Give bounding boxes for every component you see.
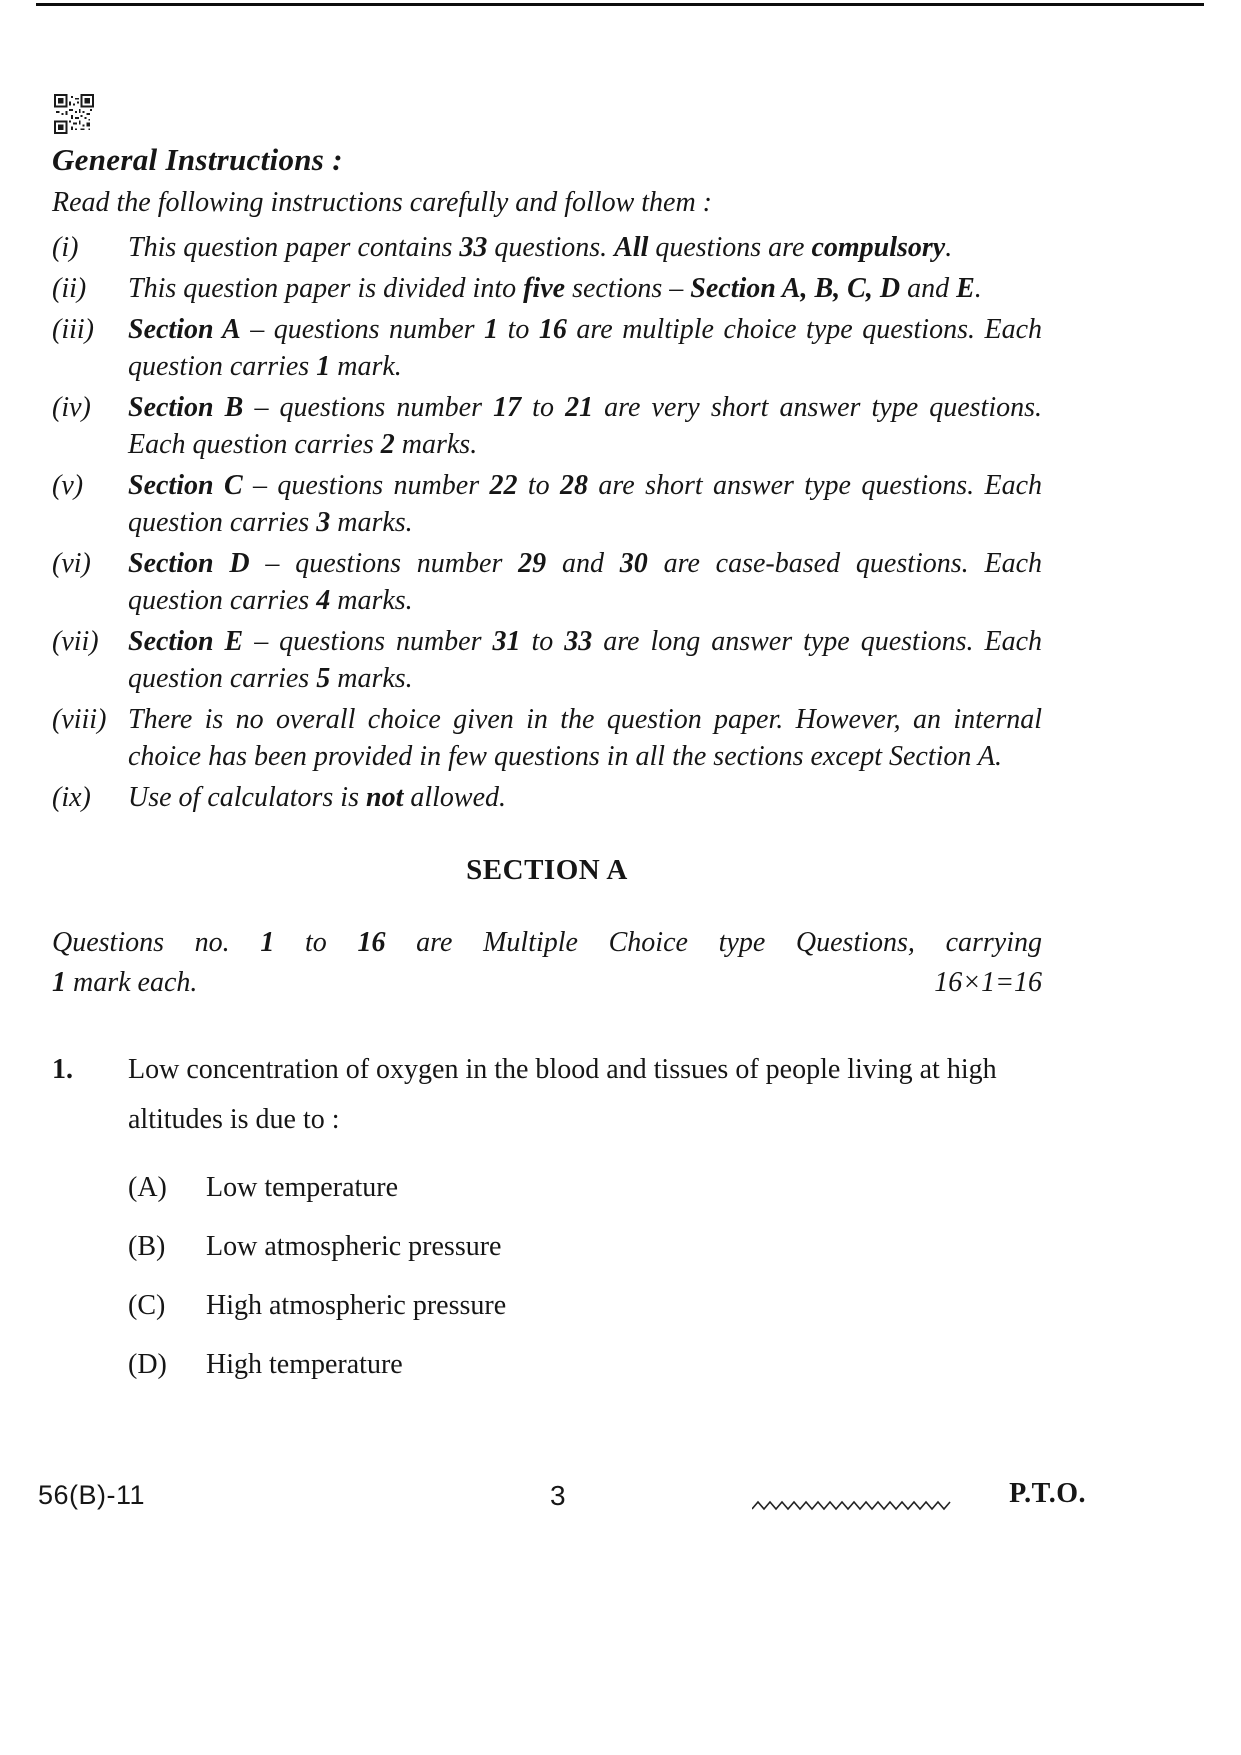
- question-1-options: [52, 1172, 1042, 1381]
- page-number: 3: [550, 1480, 566, 1511]
- instruction-item-vii: [52, 623, 1042, 697]
- instruction-number: (iii): [52, 314, 94, 345]
- instruction-item-ii: [52, 270, 1042, 307]
- instruction-text: There is no overall choice given in the question paper. However, an internal choice has been provided in few questions in all the sections except Section A.: [128, 704, 1042, 772]
- question-text: Low concentration of oxygen in the blood and tissues of people living at high altitudes is due to :: [128, 1054, 997, 1135]
- section-intro-line2: 1 mark each.: [52, 967, 198, 998]
- question-1: [52, 1045, 1042, 1145]
- option-d: [128, 1349, 1042, 1381]
- instruction-number: (v): [52, 470, 84, 501]
- instruction-item-i: [52, 229, 1042, 266]
- squiggle-line: [752, 1488, 952, 1520]
- instruction-item-iii: [52, 311, 1042, 385]
- instruction-number: (i): [52, 232, 79, 263]
- section-a-heading: SECTION A: [466, 854, 628, 886]
- option-text: Low atmospheric pressure: [206, 1231, 502, 1262]
- instruction-text: Section A – questions number 1 to 16 are multiple choice type questions. Each question carries 1 mark.: [128, 314, 1043, 382]
- instructions-subtitle: Read the following instructions carefully and follow them :: [52, 187, 713, 218]
- instruction-number: (ii): [52, 273, 87, 304]
- instruction-number: (vii): [52, 626, 99, 657]
- option-label: (C): [128, 1290, 166, 1321]
- instruction-item-ix: [52, 779, 1042, 816]
- instruction-number: (vi): [52, 548, 91, 579]
- instruction-item-v: [52, 467, 1042, 541]
- marks-scheme: 16×1=16: [934, 967, 1042, 998]
- qr-code: [54, 94, 94, 134]
- instruction-text: Section E – questions number 31 to 33 are long answer type questions. Each question carries 5 marks.: [128, 626, 1043, 694]
- instruction-item-vi: [52, 545, 1042, 619]
- scan-artifact-line: [36, 3, 1204, 6]
- section-a-intro: [52, 923, 1042, 1003]
- option-text: High atmospheric pressure: [206, 1290, 507, 1321]
- qr-code-image: [54, 94, 94, 134]
- option-label: (A): [128, 1172, 167, 1203]
- instruction-number: (viii): [52, 704, 107, 735]
- paper-code: 56(B)-11: [38, 1480, 146, 1510]
- option-b: [128, 1231, 1042, 1263]
- option-text: High temperature: [206, 1349, 403, 1380]
- option-text: Low temperature: [206, 1172, 399, 1203]
- instruction-number: (ix): [52, 782, 91, 813]
- pto-label: P.T.O.: [1009, 1478, 1086, 1509]
- instruction-text: Section B – questions number 17 to 21 are very short answer type questions. Each question carries 2 marks.: [128, 392, 1043, 460]
- page-footer: [38, 1478, 1086, 1520]
- option-c: [128, 1290, 1042, 1322]
- instruction-text: Section D – questions number 29 and 30 are case-based questions. Each question carries 4 marks.: [128, 548, 1043, 616]
- option-label: (B): [128, 1231, 166, 1262]
- section-intro-line1: Questions no. 1 to 16 are Multiple Choice type Questions, carrying: [52, 927, 1043, 958]
- instruction-text: Section C – questions number 22 to 28 are short answer type questions. Each question carries 3 marks.: [128, 470, 1043, 538]
- general-instructions-heading: General Instructions :: [52, 142, 343, 177]
- option-label: (D): [128, 1349, 167, 1380]
- instruction-text: Use of calculators is not allowed.: [128, 782, 507, 813]
- instruction-text: This question paper is divided into five sections – Section A, B, C, D and E.: [128, 273, 982, 304]
- instruction-number: (iv): [52, 392, 91, 423]
- instruction-item-iv: [52, 389, 1042, 463]
- instruction-item-viii: [52, 701, 1042, 775]
- instruction-text: This question paper contains 33 questions. All questions are compulsory.: [128, 232, 953, 263]
- option-a: [128, 1172, 1042, 1204]
- page-content: [52, 142, 1042, 1381]
- question-number: 1.: [52, 1054, 73, 1085]
